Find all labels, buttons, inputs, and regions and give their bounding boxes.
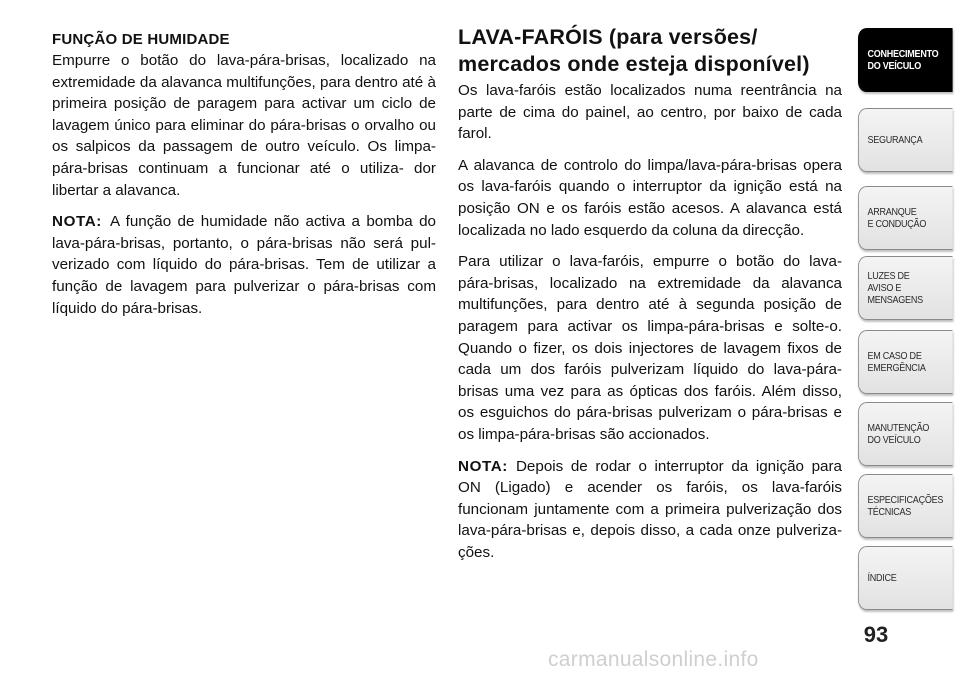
heading-line-1: LAVA-FARÓIS (para versões/ — [458, 25, 758, 49]
note-label: NOTA: — [52, 213, 102, 231]
tab-conhecimento-do-veiculo[interactable] — [858, 28, 953, 92]
tab-arranque-e-conducao[interactable] — [858, 186, 953, 250]
tab-especificacoes-tecnicas[interactable] — [858, 474, 953, 538]
section-heading-headlamp-washers — [458, 24, 842, 78]
heading-line-2: mercados onde esteja disponível) — [458, 52, 810, 76]
tab-label: SEGURANÇA — [867, 134, 923, 146]
tab-luzes-de-aviso[interactable] — [858, 256, 953, 320]
right-column — [458, 24, 842, 573]
note-paragraph — [52, 211, 436, 319]
tab-label: EM CASO DE EMERGÊNCIA — [867, 350, 926, 374]
watermark: carmanualsonline.info — [548, 648, 759, 671]
paragraph: Para utilizar o lava-faróis, empurre o botão do lava- pára-brisas, localizado na extremidade da alavanca multifunções, para dentro até à segunda posição de paragem para activar os limpa-pára-brisas e solte-o. Quando o fizer, os dois injectores de lavagem fixos de cada um dos faróis pulverizam líquido do lava-pára- brisas uma vez para as ópticas dos faróis. Além disso, os esguichos do pára-brisas pulverizam o pára-brisas e os limpa-pára-brisas são accionados. — [458, 253, 842, 443]
tab-manutencao-do-veiculo[interactable] — [858, 402, 953, 466]
paragraph: A alavanca de controlo do limpa/lava-pára-brisas opera os lava-faróis quando o interruptor da ignição está na posição ON e os faróis estão acesos. A alavanca está localizada no lado esquerdo da coluna da direcção. — [458, 156, 842, 239]
paragraph: Empurre o botão do lava-pára-brisas, localizado na extremidade da alavanca multifunções, para dentro até à primeira posição de paragem para activar um ciclo de lavagem único para eliminar do pára-brisas o orvalho ou os salpicos da passagem de outro veículo. Os limpa-pára-brisas continuam a funcionar até o utiliza- dor libertar a alavanca. — [52, 52, 436, 199]
paragraph: Os lava-faróis estão localizados numa reentrância na parte de cima do painel, ao centro, por baixo de cada farol. — [458, 82, 842, 143]
note-paragraph — [458, 456, 842, 564]
tab-seguranca[interactable] — [858, 108, 953, 172]
tab-label: CONHECIMENTO DO VEÍCULO — [867, 48, 939, 72]
chapter-tabs — [858, 28, 960, 638]
note-text: A função de humidade não activa a bomba do lava-pára-brisas, portanto, o pára-brisas não será pul- verizado com líquido do pára-brisas. Tem de utilizar a função de lavagem para pulverizar o pára-brisas com líquido do pára-brisas. — [52, 213, 436, 317]
tab-label: ESPECIFICAÇÕES TÉCNICAS — [867, 494, 944, 518]
tab-label: ÍNDICE — [867, 572, 897, 584]
tab-label: MANUTENÇÃO DO VEÍCULO — [867, 422, 930, 446]
tab-indice[interactable] — [858, 546, 953, 610]
page-number: 93 — [863, 622, 889, 647]
tab-label: LUZES DE AVISO E MENSAGENS — [867, 270, 923, 306]
left-column — [52, 30, 436, 329]
section-heading-humidity: FUNÇÃO DE HUMIDADE — [52, 31, 230, 48]
note-text: Depois de rodar o interruptor da ignição para ON (Ligado) e acender os faróis, os lava-faróis funcionam juntamente com a primeira pulverização dos lava-pára-brisas e, depois disso, a cada onze pulveriza- ções. — [458, 457, 842, 561]
tab-label: ARRANQUE E CONDUÇÃO — [867, 206, 927, 230]
note-label: NOTA: — [458, 457, 508, 475]
tab-em-caso-de-emergencia[interactable] — [858, 330, 953, 394]
